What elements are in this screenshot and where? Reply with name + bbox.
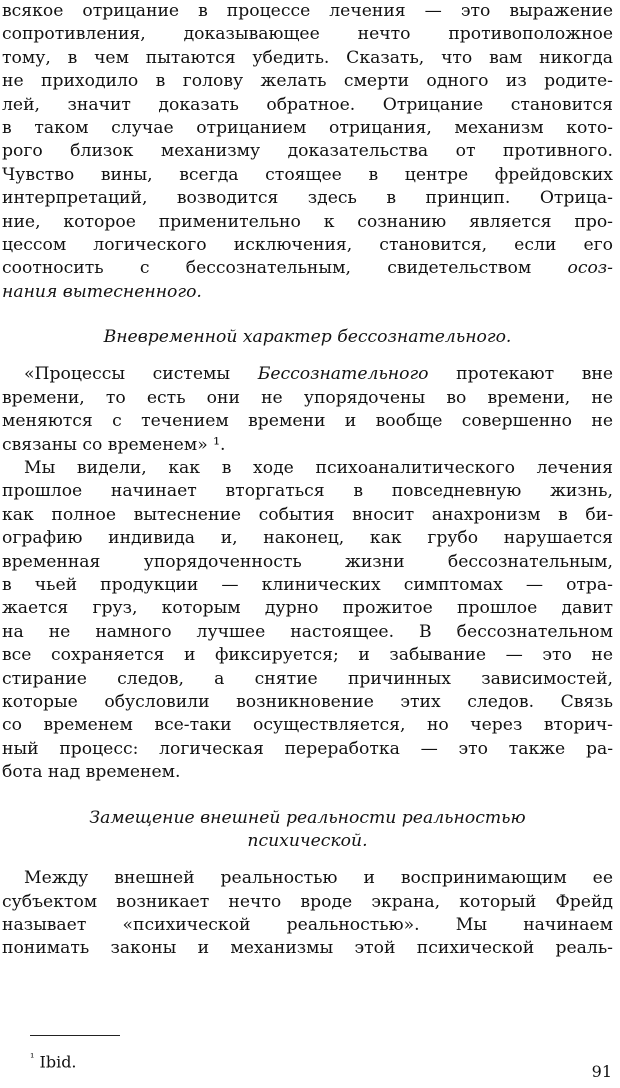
section-heading-continued: психической. [247, 830, 368, 851]
text-line: времени, то есть они не упорядочены во времени, не [2, 387, 613, 408]
text-line: стирание следов, а снятие причинных зависимостей, [2, 668, 613, 689]
section-heading: Замещение внешней реальности реальностью [89, 807, 526, 828]
text-line: со временем все-таки осуществляется, но через вторич- [2, 715, 613, 736]
italic-term: осоз- [567, 258, 613, 279]
footnote-divider [30, 1035, 120, 1036]
spacer [2, 304, 613, 326]
paragraph-3 [2, 867, 613, 961]
text-line [2, 363, 613, 386]
text-line: на не намного лучшее настоящее. В бессознательном [2, 621, 613, 642]
text-line: всякое отрицание в процессе лечения — это выражение [2, 1, 613, 21]
text-line: меняются с течением времени и вообще совершенно не [2, 411, 613, 432]
text-segment: протекают вне [428, 364, 613, 385]
text-line: интерпретаций, возводится здесь в принцип. Отрица- [2, 188, 613, 209]
text-line: субъектом возникает нечто вроде экрана, который Фрейд [2, 891, 613, 912]
text-line: лей, значит доказать обратное. Отрицание становится [2, 94, 613, 115]
spacer [2, 349, 613, 363]
text-line: Чувство вины, всегда стоящее в центре фрейдовских [2, 164, 613, 185]
text-line: не приходило в голову желать смерти одного из родите- [2, 71, 613, 92]
footnote-text: Ibid. [34, 1052, 77, 1072]
text-line: ние, которое применительно к сознанию является про- [2, 211, 613, 232]
text-line: прошлое начинает вторгаться в повседневную жизнь, [2, 481, 613, 502]
italic-term: Бессознательного [257, 364, 429, 385]
text-line: ографию индивида и, наконец, как грубо нарушается [2, 528, 613, 549]
text-segment: «Процессы системы [24, 364, 258, 385]
text-line: сопротивления, доказывающее нечто противоположное [2, 24, 613, 45]
text-line: временная упорядоченность жизни бессознательным, [2, 551, 613, 572]
page-number: 91 [591, 1062, 612, 1081]
text-line: понимать законы и механизмы этой психической реаль- [2, 938, 613, 959]
text-line: Мы видели, как в ходе психоаналитического лечения [24, 458, 613, 479]
text-line: цессом логического исключения, становится, если его [2, 234, 613, 255]
quote-paragraph [2, 363, 613, 457]
text-line: все сохраняется и фиксируется; и забывание — это не [2, 645, 613, 666]
text-segment: соотносить с бессознательным, свидетельством [2, 258, 532, 279]
text-line: в чьей продукции — клинических симптомах — отра- [2, 574, 613, 595]
text-line: как полное вытеснение события вносит анахронизм в би- [2, 504, 613, 525]
text-line: которые обусловили возникновение этих следов. Связь [2, 691, 613, 712]
spacer [2, 853, 613, 867]
text-line: связаны со временем» ¹. [2, 434, 226, 455]
footnote [30, 1048, 77, 1072]
paragraph-2 [2, 457, 613, 784]
text-line: бота над временем. [2, 762, 181, 783]
text-line: тому, в чем пытаются убедить. Сказать, что вам никогда [2, 47, 613, 68]
text-line-italic: нания вытесненного. [2, 281, 202, 302]
text-line: рого близок механизму доказательства от противного. [2, 141, 613, 162]
text-line: жается груз, которым дурно прожитое прошлое давит [2, 598, 613, 619]
text-line: называет «психической реальностью». Мы начинаем [2, 915, 613, 936]
text-line: ный процесс: логическая переработка — это также ра- [2, 738, 613, 759]
spacer [2, 785, 613, 807]
text-line: в таком случае отрицанием отрицания, механизм кото- [2, 117, 613, 138]
text-line: Между внешней реальностью и воспринимающим ее [24, 868, 613, 889]
footnote-marker: ¹ [30, 1051, 35, 1064]
paragraph-1 [2, 0, 613, 304]
text-line [2, 257, 613, 280]
section-heading: Вневременной характер бессознательного. [103, 327, 512, 348]
